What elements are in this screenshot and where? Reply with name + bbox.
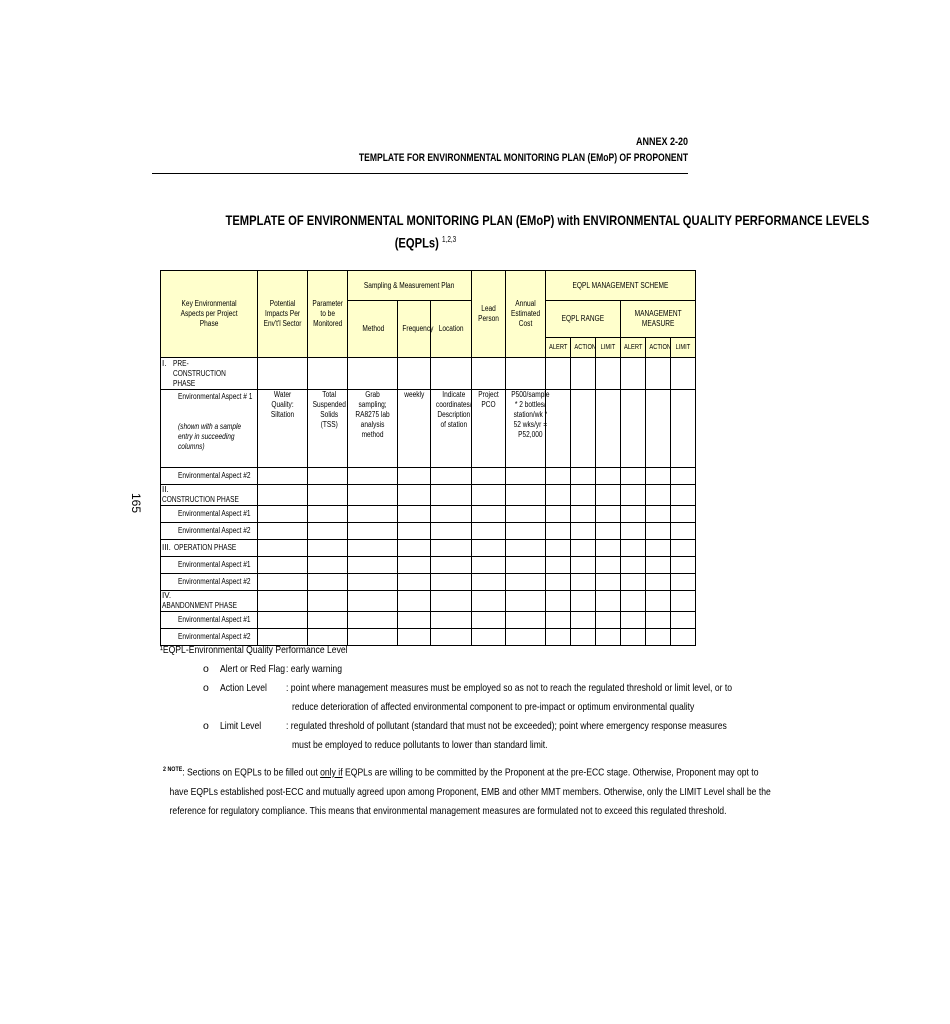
header-limit-measure: LIMIT: [670, 338, 695, 358]
table-row: [161, 591, 696, 612]
location-cell: Indicate coordinates/ Description of station: [431, 390, 471, 468]
list-item: [160, 679, 733, 698]
impact-cell: Water Quality: Siltation: [258, 390, 308, 468]
action-desc: : point where management measures must be employed so as not to reach the regulated threshold or limit level, or to: [286, 682, 733, 694]
method-cell: Grab sampling; RA8275 lab analysis method: [348, 390, 398, 468]
aspect-label: Environmental Aspect #1: [161, 612, 258, 629]
footnote-1: ¹EQPL-Environmental Quality Performance Level: [160, 644, 348, 656]
header-action-measure: ACTION: [645, 338, 670, 358]
header-eqpl-scheme: EQPL MANAGEMENT SCHEME: [545, 271, 695, 301]
list-item: [160, 660, 720, 679]
action-desc-2: reduce deterioration of affected environmental component to pre-impact or optimum environmental quality: [292, 701, 695, 713]
list-item: [160, 717, 727, 736]
table-row: [161, 557, 696, 574]
title-line-2: (EQPLs): [394, 234, 439, 251]
frequency-cell: weekly: [398, 390, 431, 468]
aspect-label: Environmental Aspect #1: [161, 506, 258, 523]
bullet: o: [203, 663, 209, 675]
alert-desc: : early warning: [286, 663, 342, 675]
aspect-label: Environmental Aspect #2: [161, 629, 258, 646]
bullet: o: [203, 682, 209, 694]
aspect-label: Environmental Aspect #2: [161, 574, 258, 591]
table-row: [161, 574, 696, 591]
table-row: [161, 506, 696, 523]
emop-table: [160, 270, 696, 646]
aspect-label: Environmental Aspect # 1 (shown with a sample entry in succeeding columns): [161, 390, 258, 468]
list-item-continuation: [160, 736, 720, 755]
limit-desc: : regulated threshold of pollutant (standard that must not be exceeded); point where emergency response measures: [286, 720, 727, 732]
note-marker: 2 NOTE: [163, 766, 183, 773]
phase-label: I. PRE-CONSTRUCTION PHASE: [161, 358, 258, 390]
header-parameter: Parameter to be Monitored: [308, 271, 348, 358]
table-row: [161, 468, 696, 485]
limit-desc-2: must be employed to reduce pollutants to lower than standard limit.: [292, 739, 548, 751]
aspect-label: Environmental Aspect #2: [161, 468, 258, 485]
annex-header: [266, 136, 688, 164]
header-action-range: ACTION: [570, 338, 595, 358]
header-potential-impacts: Potential Impacts Per Env't'l Sector: [258, 271, 308, 358]
phase-label: IV.ABANDONMENT PHASE: [161, 591, 258, 612]
header-management-measure: MANAGEMENT MEASURE: [620, 301, 695, 338]
annex-subtitle: TEMPLATE FOR ENVIRONMENTAL MONITORING PLAN (EMoP) OF PROPONENT: [358, 152, 688, 164]
header-frequency: Frequency: [398, 301, 431, 358]
header-lead-person: Lead Person: [471, 271, 505, 358]
bullet: o: [203, 720, 209, 732]
header-location: Location: [431, 301, 471, 358]
phase-label: II.CONSTRUCTION PHASE: [161, 485, 258, 506]
aspect-label: Environmental Aspect #2: [161, 523, 258, 540]
aspect-label: Environmental Aspect #1: [161, 557, 258, 574]
annex-number: ANNEX 2-20: [635, 136, 688, 148]
footnote-2: $^{2 NOTE}$: Sections on EQPLs to be filled out only if EQPLs are willing to be committed by the Proponent at the pre-ECC stage. Otherwise, Proponent may opt to have EQPLs established post-ECC and mutually agreed upon among Proponent, EMB and other MMT members. Otherwise, only the LIMIT Level shall be the reference for regulatory compliance. This means that environmental management measures are formulated not to exceed this regulated threshold.: [163, 766, 771, 817]
title-superscript: 1,2,3: [441, 235, 456, 244]
table-row: [161, 485, 696, 506]
header-sampling-plan: Sampling & Measurement Plan: [348, 271, 471, 301]
header-limit-range: LIMIT: [595, 338, 620, 358]
table-row: [161, 540, 696, 557]
header-method: Method: [348, 301, 398, 358]
alert-label: Alert or Red Flag: [220, 663, 286, 675]
list-item-continuation: [160, 698, 720, 717]
page-title: [145, 211, 870, 253]
title-line-1: TEMPLATE OF ENVIRONMENTAL MONITORING PLAN (EMoP) with ENVIRONMENTAL QUALITY PERFORMANCE LEVELS: [225, 212, 870, 228]
table-row: [161, 523, 696, 540]
limit-label: Limit Level: [220, 720, 262, 732]
header-eqpl-range: EQPL RANGE: [545, 301, 620, 338]
table-row: [161, 612, 696, 629]
phase-label: III. OPERATION PHASE: [161, 540, 258, 557]
lead-cell: Project PCO: [471, 390, 505, 468]
header-alert-measure: ALERT: [620, 338, 645, 358]
footnotes: [160, 641, 733, 755]
header-rule: [152, 173, 688, 174]
table-row: [161, 358, 696, 390]
header-annual-cost: Annual Estimated Cost: [505, 271, 545, 358]
parameter-cell: Total Suspended Solids (TSS): [308, 390, 348, 468]
cost-cell: P500/sample * 2 bottles/ station/wk * 52 wks/yr = P52,000: [505, 390, 545, 468]
page-number: 165: [129, 492, 144, 514]
header-alert-range: ALERT: [545, 338, 570, 358]
action-label: Action Level: [220, 682, 267, 694]
table-row: [161, 390, 696, 468]
header-key-aspects: Key Environmental Aspects per Project Phase: [161, 271, 258, 358]
